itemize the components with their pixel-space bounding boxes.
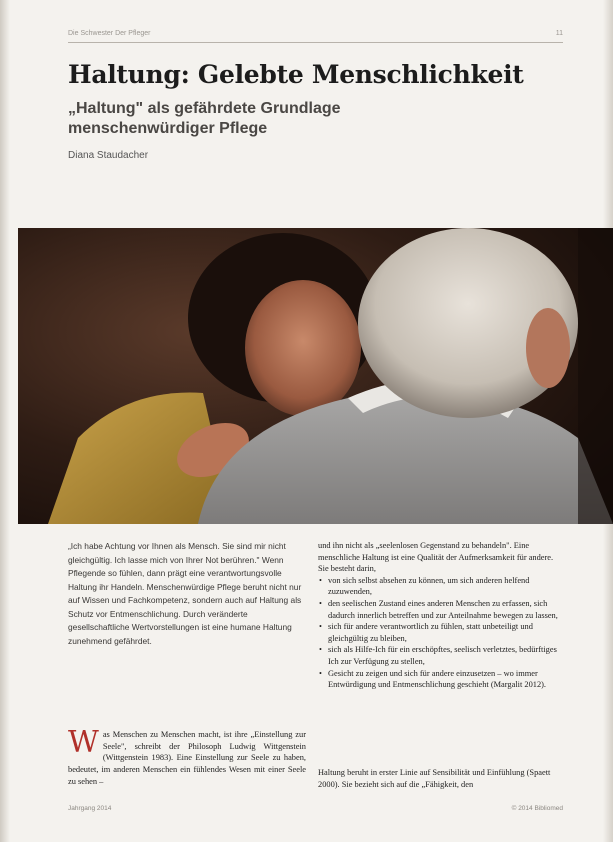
list-item: • von sich selbst absehen zu können, um sich anderen helfend zuzuwenden, [328,575,564,598]
article-photo [18,228,613,524]
page-footer [68,805,563,817]
list-item: • sich für andere verantwortlich zu fühlen, statt unbeteiligt und gleichgültig zu bleiben, [328,621,564,644]
footer-right: © 2014 Bibliomed [511,805,563,812]
running-header [68,30,563,42]
right-paragraph-2: Haltung beruht in erster Linie auf Sensibilität und Einfühlung (Spaett 2000). Sie bezieht sich auf die „Fähigkeit, den [318,768,551,789]
list-item: • den seelischen Zustand eines anderen Menschen zu erfassen, sich dadurch innerlich betreffen und zur Anteilnahme bewegen zu lassen, [328,598,564,621]
article-subtitle: „Haltung" als gefährdete Grundlage menschenwürdiger Pflege [68,100,341,137]
header-page-number: 11 [555,30,563,37]
body-left-column [68,725,306,788]
right-intro: und ihn nicht als „seelenlosen Gegenstand zu behandeln". Eine menschliche Haltung ist eine Qualität der Aufmerksamkeit für andere. Sie besteht darin, [318,541,554,574]
list-item: • sich als Hilfe-Ich für ein erschöpftes, seelisch verletztes, bedürftiges Ich zur Verfügung zu stellen, [328,644,564,667]
photo-nurse-hugging-elderly-man-icon [18,228,613,524]
article-author: Diana Staudacher [68,150,149,161]
footer-left: Jahrgang 2014 [68,805,112,812]
page-shadow-left [0,0,10,842]
header-rule [68,42,563,43]
list-item: • Gesicht zu zeigen und sich für andere einzusetzen – wo immer Entwürdigung und Entmenschlichung geschieht (Margalit 2012). [328,668,564,691]
bullet-list [318,575,564,691]
body-right-column [318,540,564,691]
article-lead: „Ich habe Achtung vor Ihnen als Mensch. Sie sind mir nicht gleichgültig. Ich lasse mich von Ihrer Not berühren." Wenn Pflegende so fühlen, dann prägt eine verantwortungsvolle Haltung ihr Handeln. Menschenwürdige Pflege beruht nicht nur auf Wissen und Fachkompetenz, sondern auch auf Haltung als Schutz vor Entmenschlichung. Durch veränderte gesellschaftliche Wertvorstellungen ist eine humane Haltung zunehmend gefährdet. [68,541,302,646]
dropcap: W [68,725,99,760]
article-title: Haltung: Gelebte Menschlichkeit [68,60,524,89]
header-section: Die Schwester Der Pfleger [68,30,151,37]
body-left-text: as Menschen zu Menschen macht, ist ihre „Einstellung zur Seele", schreibt der Philosoph Ludwig Wittgenstein (Wittgenstein 1983). Eine Einstellung zur Seele zu haben, bedeutet, im anderen Menschen ein fühlendes Wesen mit einer Seele zu sehen – [68,730,306,786]
